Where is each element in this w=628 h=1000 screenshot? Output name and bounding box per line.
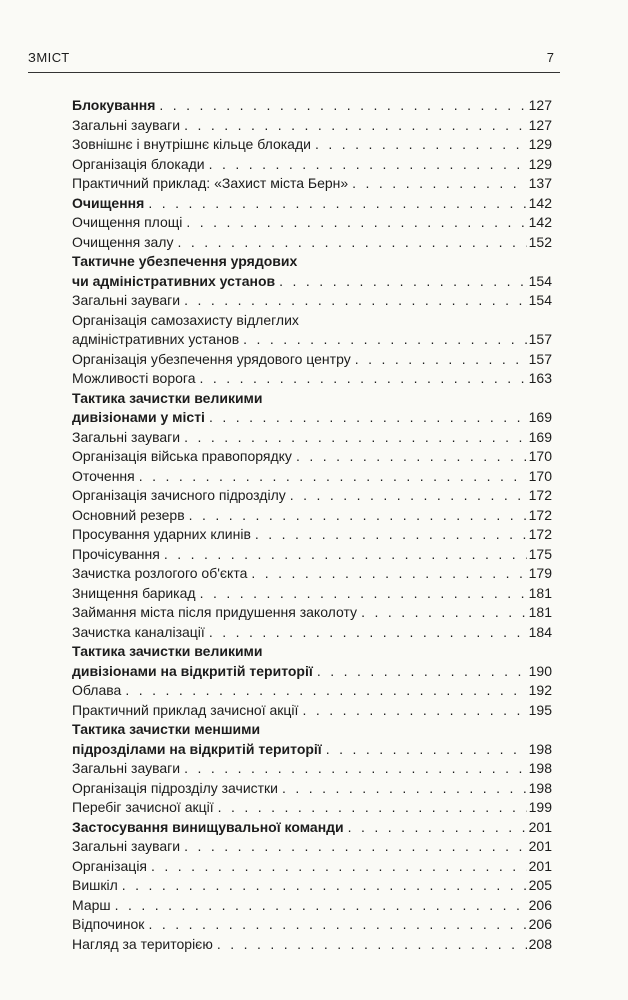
toc-entry-title: Організація убезпечення урядового центру — [72, 350, 351, 367]
toc-entry-title: Перебіг зачисної акції — [72, 799, 214, 815]
toc-entry-page: 154 — [528, 292, 552, 308]
toc-entry-title: Марш — [72, 896, 111, 913]
toc-entry — [72, 564, 552, 584]
dot-leader — [184, 291, 527, 311]
toc-entry — [72, 779, 552, 799]
toc-entry-page: 157 — [528, 350, 552, 367]
toc-chapter — [72, 818, 552, 838]
toc-entry-page: 206 — [528, 896, 552, 913]
toc-entry — [72, 915, 552, 935]
toc-entry-title: Прочісування — [72, 545, 160, 562]
toc-chapter — [72, 272, 552, 292]
toc-entry-title: Застосування винищувальної команди — [72, 818, 344, 835]
toc-entry — [72, 525, 552, 545]
toc-entry — [72, 428, 552, 448]
toc-entry-page: 205 — [528, 877, 552, 893]
toc-entry — [72, 467, 552, 487]
toc-entry-title: чи адміністративних установ — [72, 272, 276, 289]
toc-entry-title: Практичний приклад зачисної акції — [72, 701, 299, 718]
toc-entry — [72, 896, 552, 916]
toc-entry-page: 169 — [528, 409, 552, 425]
toc-entry — [72, 291, 552, 311]
dot-leader — [279, 272, 526, 292]
toc-entry-page: 179 — [528, 565, 552, 581]
dot-leader — [184, 759, 527, 779]
toc-entry-page: 181 — [528, 604, 552, 620]
toc-entry — [72, 876, 552, 896]
dot-leader — [251, 564, 526, 584]
section-title: ЗМІСТ — [28, 50, 70, 65]
toc-entry-page: 201 — [528, 857, 552, 874]
toc-entry-title: Вишкіл — [72, 877, 118, 893]
dot-leader — [290, 486, 527, 506]
toc-entry-page: 181 — [528, 584, 552, 601]
toc-entry — [72, 603, 552, 623]
dot-leader — [115, 896, 527, 916]
toc-entry-title: Загальні зауваги — [72, 838, 181, 854]
dot-leader — [243, 330, 526, 350]
toc-entry — [72, 681, 552, 701]
toc-entry — [72, 935, 552, 955]
toc-entry-title: Оточення — [72, 467, 135, 484]
dot-leader — [184, 116, 527, 136]
dot-leader — [302, 701, 526, 721]
toc-entry — [72, 174, 552, 194]
toc-entry — [72, 116, 552, 136]
dot-leader — [200, 369, 527, 389]
toc-entry-page: 137 — [528, 175, 552, 191]
toc-entry-title: Просування ударних клинів — [72, 526, 251, 542]
dot-leader — [348, 818, 527, 838]
toc-entry-page: 190 — [528, 662, 552, 679]
toc-chapter — [72, 662, 552, 682]
toc-entry-title: дивізіонами на відкритій території — [72, 662, 313, 679]
toc-entry-title: Очищення залу — [72, 233, 174, 250]
toc-entry-page: 157 — [528, 331, 552, 347]
toc-entry-title: адміністративних установ — [72, 331, 240, 347]
toc-entry — [72, 486, 552, 506]
dot-leader — [151, 857, 527, 877]
toc-entry — [72, 545, 552, 565]
toc-entry-page: 201 — [528, 838, 552, 854]
toc-entry — [72, 506, 552, 526]
toc-entry — [72, 623, 552, 643]
dot-leader — [217, 935, 527, 955]
toc-entry-title: Загальні зауваги — [72, 428, 181, 445]
toc-entry — [72, 759, 552, 779]
toc-entry-page: 127 — [528, 97, 552, 113]
toc-entry-title: Загальні зауваги — [72, 760, 181, 776]
toc-entry-title: Організація підрозділу зачистки — [72, 779, 279, 796]
dot-leader — [209, 623, 527, 643]
toc-entry-first-line: Тактичне убезпечення урядових — [72, 253, 298, 269]
toc-entry-page: 198 — [528, 740, 552, 757]
toc-entry — [72, 798, 552, 818]
toc-chapter — [72, 408, 552, 428]
dot-leader — [148, 915, 526, 935]
toc-entry — [72, 233, 552, 253]
toc-entry-page: 169 — [528, 428, 552, 445]
running-header — [28, 50, 560, 73]
toc-entry — [72, 350, 552, 370]
toc-entry-page: 170 — [528, 448, 552, 464]
toc-entry-page: 206 — [528, 916, 552, 932]
toc-entry-title: Організація війська правопорядку — [72, 448, 292, 464]
toc-entry — [72, 857, 552, 877]
dot-leader — [209, 408, 527, 428]
toc-entry-title: Загальні зауваги — [72, 116, 181, 133]
toc-entry — [72, 584, 552, 604]
dot-leader — [317, 662, 527, 682]
toc-entry-first-line: Організація самозахисту відлеглих — [72, 311, 299, 328]
toc-entry-title: Нагляд за територією — [72, 935, 213, 952]
toc-entry-first-line: Тактика зачистки меншими — [72, 721, 261, 737]
dot-leader — [218, 798, 527, 818]
dot-leader — [189, 506, 527, 526]
toc-entry-title: Відпочинок — [72, 916, 145, 932]
toc-entry-first-line: Тактика зачистки великими — [72, 389, 263, 406]
toc-entry — [72, 369, 552, 389]
dot-leader — [184, 837, 527, 857]
toc-entry-title: Практичний приклад: «Захист міста Берн» — [72, 175, 349, 191]
toc-entry — [72, 837, 552, 857]
toc-entry-title: Облава — [72, 682, 122, 698]
toc-entry-title: Організація блокади — [72, 155, 205, 172]
dot-leader — [355, 350, 527, 370]
toc-entry-title: Організація зачисного підрозділу — [72, 487, 286, 503]
toc-entry — [72, 155, 552, 175]
toc-entry-page: 163 — [528, 370, 552, 386]
toc-entry-page: 175 — [528, 545, 552, 562]
toc-entry — [72, 330, 552, 350]
toc-entry-page: 172 — [528, 526, 552, 542]
dot-leader — [125, 681, 526, 701]
page-number: 7 — [546, 50, 554, 65]
dot-leader — [177, 233, 526, 253]
table-of-contents — [72, 96, 552, 954]
toc-entry-page: 201 — [528, 818, 552, 835]
toc-entry-page: 142 — [528, 194, 552, 211]
dot-leader — [186, 213, 526, 233]
toc-chapter — [72, 740, 552, 760]
toc-entry-title: Зачистка каналізації — [72, 623, 205, 640]
toc-entry — [72, 701, 552, 721]
toc-entry-page: 195 — [528, 701, 552, 718]
toc-entry-page: 184 — [528, 623, 552, 640]
toc-entry-title: Основний резерв — [72, 506, 185, 523]
toc-entry-title: Можливості ворога — [72, 370, 196, 386]
dot-leader — [361, 603, 527, 623]
dot-leader — [200, 584, 527, 604]
dot-leader — [184, 428, 527, 448]
toc-entry-title: Організація — [72, 857, 148, 874]
toc-entry-page: 129 — [528, 136, 552, 152]
toc-entry — [72, 447, 552, 467]
toc-chapter — [72, 194, 552, 214]
dot-leader — [148, 194, 526, 214]
toc-entry-page: 154 — [528, 272, 552, 289]
toc-entry-page: 142 — [528, 214, 552, 230]
toc-entry — [72, 135, 552, 155]
toc-entry-first-line: Тактика зачистки великими — [72, 643, 263, 659]
toc-entry-page: 208 — [528, 935, 552, 952]
dot-leader — [209, 155, 527, 175]
toc-chapter — [72, 96, 552, 116]
toc-entry-title: Зачистка розлогого об'єкта — [72, 565, 248, 581]
toc-entry-title: Займання міста після придушення заколоту — [72, 604, 358, 620]
toc-entry-title: Очищення площі — [72, 214, 183, 230]
toc-entry-title: підрозділами на відкритій території — [72, 740, 322, 757]
dot-leader — [326, 740, 527, 760]
dot-leader — [164, 545, 527, 565]
toc-entry-page: 172 — [528, 487, 552, 503]
toc-entry-page: 199 — [528, 799, 552, 815]
dot-leader — [315, 135, 527, 155]
dot-leader — [255, 525, 527, 545]
toc-entry-page: 127 — [528, 116, 552, 133]
dot-leader — [122, 876, 527, 896]
toc-entry-title: Очищення — [72, 194, 145, 211]
toc-entry — [72, 213, 552, 233]
toc-entry-title: Зовнішнє і внутрішнє кільце блокади — [72, 136, 311, 152]
dot-leader — [139, 467, 527, 487]
toc-entry-page: 172 — [528, 506, 552, 523]
toc-entry-page: 129 — [528, 155, 552, 172]
dot-leader — [282, 779, 527, 799]
dot-leader — [352, 174, 526, 194]
toc-entry-page: 192 — [528, 682, 552, 698]
toc-entry-title: Знищення барикад — [72, 584, 196, 601]
toc-entry-page: 198 — [528, 760, 552, 776]
toc-entry-page: 152 — [528, 233, 552, 250]
toc-entry-title: дивізіонами у місті — [72, 409, 205, 425]
toc-entry-title: Блокування — [72, 97, 156, 113]
toc-entry-page: 170 — [528, 467, 552, 484]
toc-entry-page: 198 — [528, 779, 552, 796]
dot-leader — [296, 447, 527, 467]
dot-leader — [159, 96, 526, 116]
toc-entry-title: Загальні зауваги — [72, 292, 181, 308]
